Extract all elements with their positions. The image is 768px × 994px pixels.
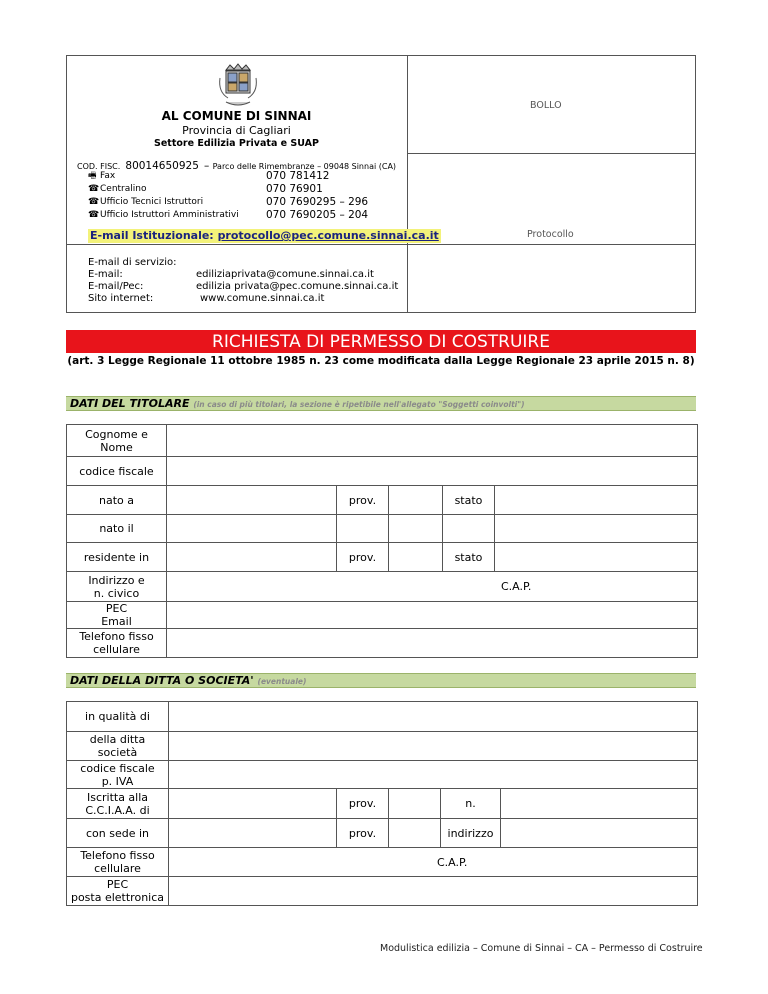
contact-list xyxy=(88,170,239,222)
department: Settore Edilizia Privata e SUAP xyxy=(154,138,319,149)
con-sede-label: con sede in xyxy=(67,819,169,848)
office-title: AL COMUNE DI SINNAI xyxy=(161,109,312,123)
cognome-nome-field[interactable] xyxy=(167,425,698,457)
service-email-link[interactable]: ediliziaprivata@comune.sinnai.ca.it xyxy=(196,269,374,280)
stato-field[interactable] xyxy=(495,486,698,515)
cap-label: C.A.P. xyxy=(501,580,532,593)
indirizzo-label: Indirizzo e n. civico xyxy=(67,572,167,602)
prov-label: prov. xyxy=(337,819,389,848)
section-titolare-header xyxy=(66,396,696,411)
prov-field[interactable] xyxy=(389,789,441,819)
nato-il-label: nato il xyxy=(67,515,167,543)
titolare-table xyxy=(66,424,698,658)
stato-label: stato xyxy=(443,486,495,515)
residente-in-field[interactable] xyxy=(167,543,337,572)
in-qualita-field[interactable] xyxy=(169,702,698,732)
indirizzo-field[interactable] xyxy=(167,572,698,602)
cognome-nome-label: Cognome e Nome xyxy=(67,425,167,457)
codfisc-value: 80014650925 xyxy=(125,160,199,172)
protocollo-label: Protocollo xyxy=(527,229,574,240)
phone-icon: ☎ xyxy=(88,197,100,207)
stato-label: stato xyxy=(443,543,495,572)
contact-row: 🖷 Fax xyxy=(88,171,116,181)
prov-label: prov. xyxy=(337,543,389,572)
con-sede-field[interactable] xyxy=(169,819,337,848)
phone-icon: ☎ xyxy=(88,210,100,220)
nato-a-field[interactable] xyxy=(167,486,337,515)
iscritta-label: Iscritta alla C.C.I.A.A. di xyxy=(67,789,169,819)
contact-row: ☎Ufficio Istruttori Amministrativi xyxy=(88,210,239,220)
fax-icon: 🖷 xyxy=(88,171,97,181)
section-ditta-header xyxy=(66,673,696,688)
nato-il-field[interactable] xyxy=(167,515,337,543)
ditta-table xyxy=(66,701,698,906)
della-ditta-label: della ditta società xyxy=(67,732,169,761)
pec-label: PEC Email xyxy=(67,602,167,629)
telefono-field[interactable] xyxy=(169,848,698,877)
institutional-email-link[interactable]: protocollo@pec.comune.sinnai.ca.it xyxy=(217,229,439,242)
section-title: DATI DELLA DITTA O SOCIETA' xyxy=(70,674,254,687)
prov-label: prov. xyxy=(337,789,389,819)
stato-field[interactable] xyxy=(495,543,698,572)
contact-number: 070 7690205 – 204 xyxy=(266,209,369,221)
contact-number: 070 76901 xyxy=(266,183,323,195)
prov-field[interactable] xyxy=(389,819,441,848)
codice-fiscale-label: codice fiscale p. IVA xyxy=(67,761,169,789)
pec-field[interactable] xyxy=(169,877,698,906)
codice-fiscale-field[interactable] xyxy=(167,457,698,486)
codice-fiscale-field[interactable] xyxy=(169,761,698,789)
province: Provincia di Cagliari xyxy=(182,124,291,137)
numero-field[interactable] xyxy=(501,789,698,819)
codfisc-label: COD. FISC. xyxy=(77,162,121,171)
contact-numbers xyxy=(266,170,368,222)
website-link[interactable]: www.comune.sinnai.ca.it xyxy=(200,293,325,304)
telefono-field[interactable] xyxy=(167,629,698,658)
header-divider xyxy=(407,153,696,154)
nato-a-label: nato a xyxy=(67,486,167,515)
page-subtitle: (art. 3 Legge Regionale 11 ottobre 1985 n. 23 come modificata dalla Legge Regionale 23 aprile 2015 n. 8) xyxy=(67,355,695,367)
indirizzo-label: indirizzo xyxy=(441,819,501,848)
pec-label: PEC posta elettronica xyxy=(67,877,169,906)
residente-in-label: residente in xyxy=(67,543,167,572)
contact-row: ☎Ufficio Tecnici Istruttori xyxy=(88,197,204,207)
phone-icon: ☎ xyxy=(88,184,100,194)
in-qualita-label: in qualità di xyxy=(67,702,169,732)
contact-row: ☎Centralino xyxy=(88,184,147,194)
page-title: RICHIESTA DI PERMESSO DI COSTRUIRE xyxy=(66,330,696,353)
section-note: (in caso di più titolari, la sezione è ripetibile nell'allegato "Soggetti coinvolti") xyxy=(193,400,525,409)
prov-field[interactable] xyxy=(389,486,443,515)
telefono-label: Telefono fisso cellulare xyxy=(67,848,169,877)
institutional-email-label: E-mail Istituzionale: xyxy=(90,229,214,242)
municipal-crest-icon xyxy=(216,62,260,108)
service-emails: E-mail di servizio: E-mail: ediliziaprivata@comune.sinnai.ca.it E-mail/Pec: edilizia privata@pec.comune.sinnai.ca.it Sito internet: www.comune.sinnai.ca.it xyxy=(88,257,399,304)
telefono-label: Telefono fisso cellulare xyxy=(67,629,167,658)
section-title: DATI DEL TITOLARE xyxy=(70,397,190,410)
codice-fiscale-label: codice fiscale xyxy=(67,457,167,486)
bollo-label: BOLLO xyxy=(530,100,562,111)
address: Parco delle Rimembranze – 09048 Sinnai (CA) xyxy=(212,162,397,171)
service-title: E-mail di servizio: xyxy=(88,257,177,268)
fiscal-address-line: COD. FISC. 80014650925 – Parco delle Rimembranze – 09048 Sinnai (CA) xyxy=(77,160,397,172)
prov-field[interactable] xyxy=(389,543,443,572)
contact-number: 070 781412 xyxy=(266,170,330,182)
numero-label: n. xyxy=(441,789,501,819)
prov-label: prov. xyxy=(337,486,389,515)
della-ditta-field[interactable] xyxy=(169,732,698,761)
contact-number: 070 7690295 – 296 xyxy=(266,196,369,208)
header-divider xyxy=(66,244,696,245)
page-footer: Modulistica edilizia – Comune di Sinnai – CA – Permesso di Costruire xyxy=(380,943,703,954)
header-divider xyxy=(407,55,408,313)
institutional-email xyxy=(88,229,441,243)
pec-field[interactable] xyxy=(167,602,698,629)
indirizzo-field[interactable] xyxy=(501,819,698,848)
cap-label: C.A.P. xyxy=(437,856,468,869)
section-note: (eventuale) xyxy=(257,677,307,686)
service-pec-link[interactable]: edilizia privata@pec.comune.sinnai.ca.it xyxy=(196,281,399,292)
iscritta-field[interactable] xyxy=(169,789,337,819)
